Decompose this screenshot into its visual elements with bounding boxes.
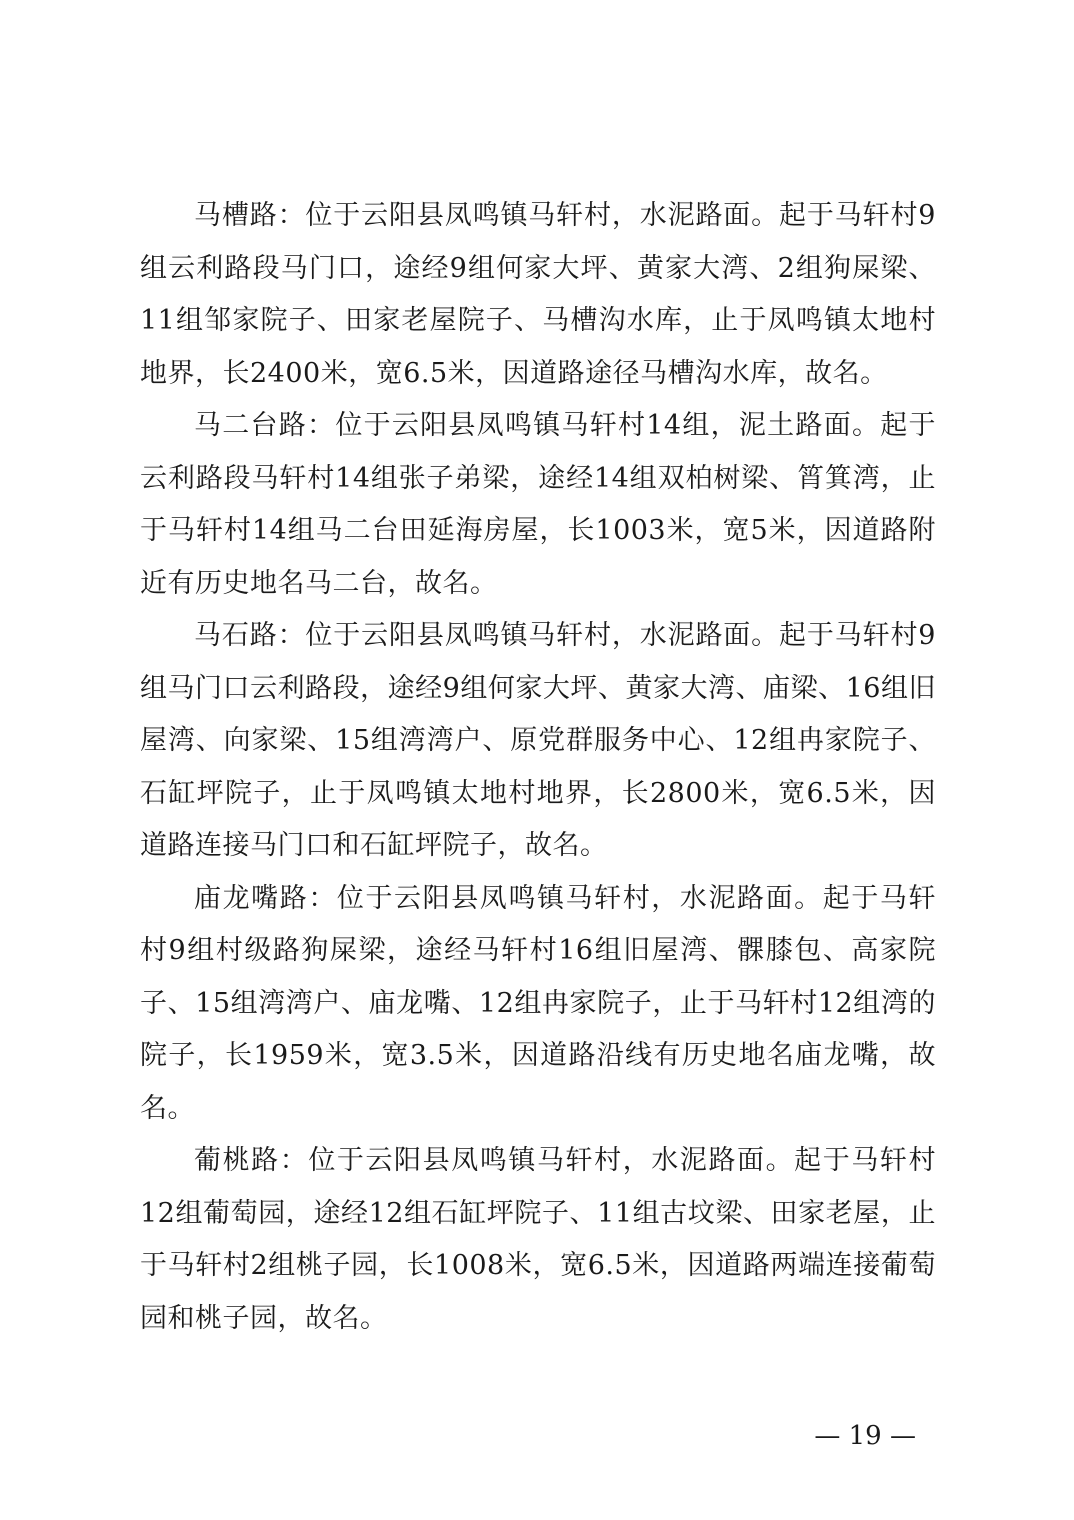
paragraph-mashi-road: 马石路：位于云阳县凤鸣镇马轩村，水泥路面。起于马轩村9组马门口云利路段，途经9组何家大坪、黄家大湾、庙梁、16组旧屋湾、向家梁、15组湾湾户、原党群服务中心、12组冉家院子、石缸坪院子，止于凤鸣镇太地村地界，长2800米，宽6.5米，因道路连接马门口和石缸坪院子，故名。 (140, 620, 936, 861)
paragraph-putao-road: 葡桃路：位于云阳县凤鸣镇马轩村，水泥路面。起于马轩村12组葡萄园，途经12组石缸坪院子、11组古坟梁、田家老屋，止于马轩村2组桃子园，长1008米，宽6.5米，因道路两端连接葡萄园和桃子园，故名。 (140, 1145, 936, 1334)
paragraph-macao-road: 马槽路：位于云阳县凤鸣镇马轩村，水泥路面。起于马轩村9组云利路段马门口，途经9组何家大坪、黄家大湾、2组狗屎梁、11组邹家院子、田家老屋院子、马槽沟水库，止于凤鸣镇太地村地界，长2400米，宽6.5米，因道路途径马槽沟水库，故名。 (140, 200, 936, 389)
document-body (140, 190, 936, 1345)
page-number: — 19 — (814, 1421, 916, 1451)
paragraph-maertai-road: 马二台路：位于云阳县凤鸣镇马轩村14组，泥土路面。起于云利路段马轩村14组张子弟梁，途经14组双柏树梁、筲箕湾，止于马轩村14组马二台田延海房屋，长1003米，宽5米，因道路附近有历史地名马二台，故名。 (140, 410, 936, 599)
paragraph-miaolongzui-road: 庙龙嘴路：位于云阳县凤鸣镇马轩村，水泥路面。起于马轩村9组村级路狗屎梁，途经马轩村16组旧屋湾、髁膝包、高家院子、15组湾湾户、庙龙嘴、12组冉家院子，止于马轩村12组湾的院子，长1959米，宽3.5米，因道路沿线有历史地名庙龙嘴，故名。 (140, 882, 936, 1124)
